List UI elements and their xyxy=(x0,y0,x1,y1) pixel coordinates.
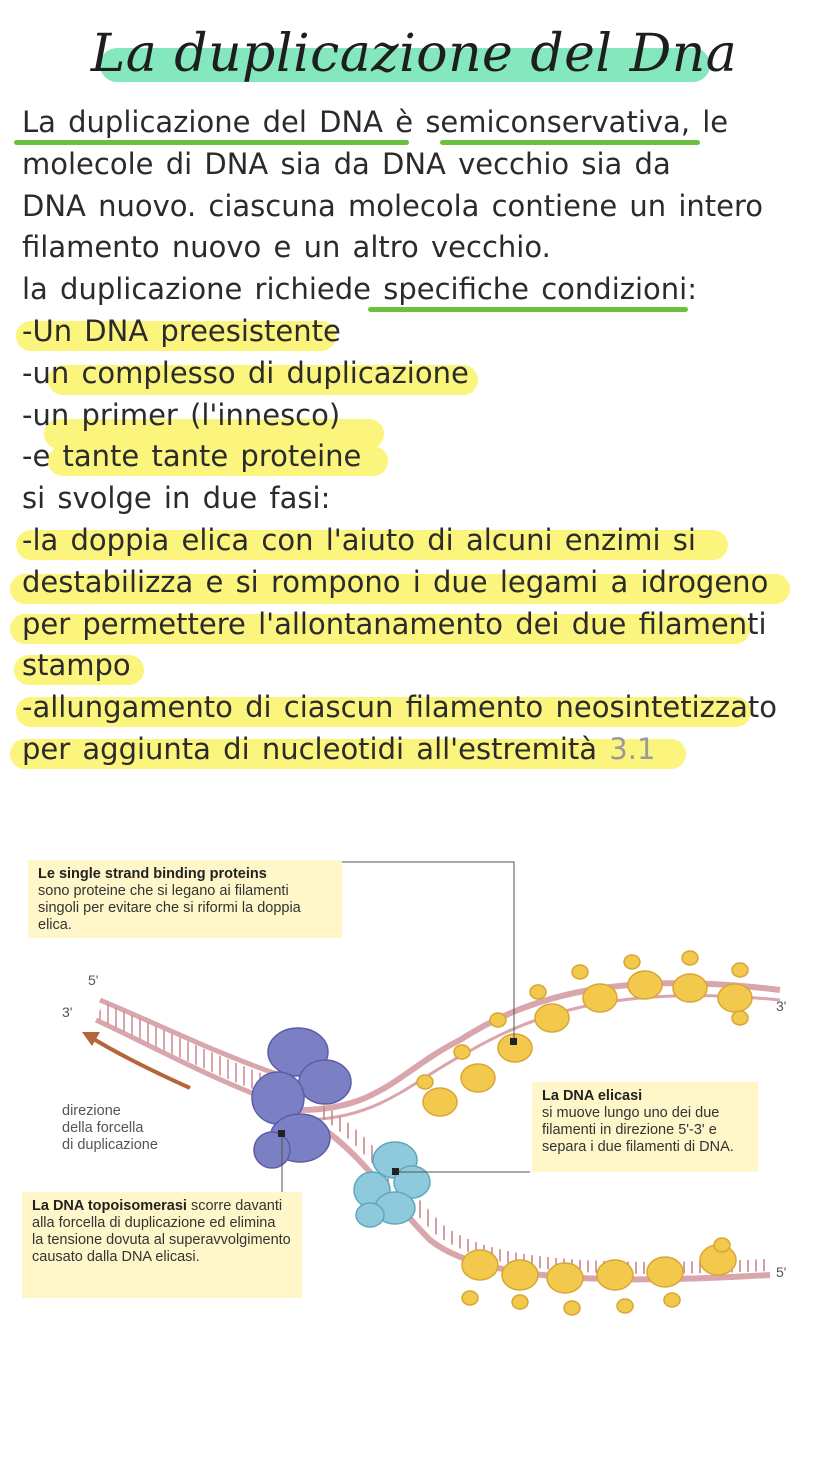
topo-callout-text: scorre davanti xyxy=(186,1198,283,1214)
strand-end-label: 5' xyxy=(88,972,99,988)
ssb-callout-title: Le single strand binding proteins xyxy=(38,866,267,882)
fork-direction-text: di duplicazione xyxy=(62,1137,158,1153)
text-segment: per aggiunta di nucleotidi all'estremità xyxy=(22,731,610,766)
text-line xyxy=(22,520,812,562)
topo-callout-title: La DNA topoisomerasi xyxy=(32,1198,187,1214)
text-segment: DNA nuovo. ciascuna molecola contiene un intero xyxy=(22,188,764,223)
topo-callout-text: alla forcella di duplicazione ed elimina xyxy=(32,1215,276,1231)
topoisomerase-callout xyxy=(22,1192,302,1298)
text-segment: -un complesso di duplicazione xyxy=(22,355,469,390)
text-line xyxy=(22,562,812,604)
helicase-callout-title: La DNA elicasi xyxy=(542,1088,643,1104)
ssb-callout-text: sono proteine che si legano ai filamenti xyxy=(38,883,289,899)
text-segment: -e tante tante proteine xyxy=(22,439,362,474)
strand-end-label: 5' xyxy=(776,1264,787,1280)
text-segment: La duplicazione del DNA è xyxy=(22,105,426,139)
text-line xyxy=(22,729,812,771)
topo-callout-text: la tensione dovuta al superavvolgimento xyxy=(32,1232,291,1248)
text-segment: per permettere l'allontanamento dei due filamenti xyxy=(22,606,767,641)
text-segment: -un primer (l'innesco) xyxy=(22,397,341,432)
title-area xyxy=(0,18,828,108)
text-segment: , le xyxy=(680,105,729,139)
fork-direction-text: della forcella xyxy=(62,1120,144,1136)
text-segment: filamento nuovo e un altro vecchio. xyxy=(22,230,551,265)
text-line xyxy=(22,144,812,186)
text-line xyxy=(22,311,812,353)
helicase-callout xyxy=(532,1082,758,1172)
text-segment: -Un DNA preesistente xyxy=(22,313,341,348)
topo-callout-text: causato dalla DNA elicasi. xyxy=(32,1249,200,1265)
ssb-callout-text: singoli per evitare che si riformi la doppia elica. xyxy=(38,900,301,933)
text-segment: : xyxy=(687,272,698,307)
text-line xyxy=(22,269,812,311)
text-segment: -la doppia elica con l'aiuto di alcuni enzimi si xyxy=(22,522,696,557)
strand-end-label: 3' xyxy=(62,1004,73,1020)
text-segment: la duplicazione richiede xyxy=(22,272,371,307)
text-segment: si svolge in due fasi: xyxy=(22,481,331,516)
text-line xyxy=(22,353,812,395)
text-line xyxy=(22,186,812,228)
helicase-callout-text: separa i due filamenti di DNA. xyxy=(542,1139,734,1155)
notes-text xyxy=(22,102,812,771)
text-segment: stampo xyxy=(22,648,131,683)
strand-end-label: 3' xyxy=(776,998,787,1014)
text-line xyxy=(22,436,812,478)
text-line xyxy=(22,604,812,646)
fork-direction-label xyxy=(62,1103,158,1154)
text-segment: molecole di DNA sia da DNA vecchio sia da xyxy=(22,146,671,181)
ssb-callout xyxy=(28,860,342,938)
green-underline xyxy=(440,140,700,145)
green-underline xyxy=(14,140,409,145)
helicase-callout-text: filamenti in direzione 5'-3' e xyxy=(542,1122,717,1138)
text-line xyxy=(22,645,812,687)
text-segment-keyword: semiconservativa xyxy=(425,105,681,139)
text-segment-faded: 3.1 xyxy=(609,731,656,766)
text-line xyxy=(22,478,812,520)
text-line xyxy=(22,102,812,144)
topoisomerase-protein xyxy=(252,1028,351,1168)
text-segment-keyword: specifiche condizioni xyxy=(371,272,688,307)
fork-direction-text: direzione xyxy=(62,1103,121,1119)
dna-replication-diagram xyxy=(0,820,828,1340)
text-line xyxy=(22,687,812,729)
helicase-callout-text: si muove lungo uno dei due xyxy=(542,1105,720,1121)
text-segment: destabilizza e si rompono i due legami a idrogeno xyxy=(22,564,769,599)
text-line xyxy=(22,395,812,437)
text-line xyxy=(22,227,812,269)
text-segment: -allungamento di ciascun filamento neosintetizzato xyxy=(22,690,777,725)
green-underline xyxy=(368,307,688,312)
page-title: La duplicazione del Dna xyxy=(90,24,738,84)
